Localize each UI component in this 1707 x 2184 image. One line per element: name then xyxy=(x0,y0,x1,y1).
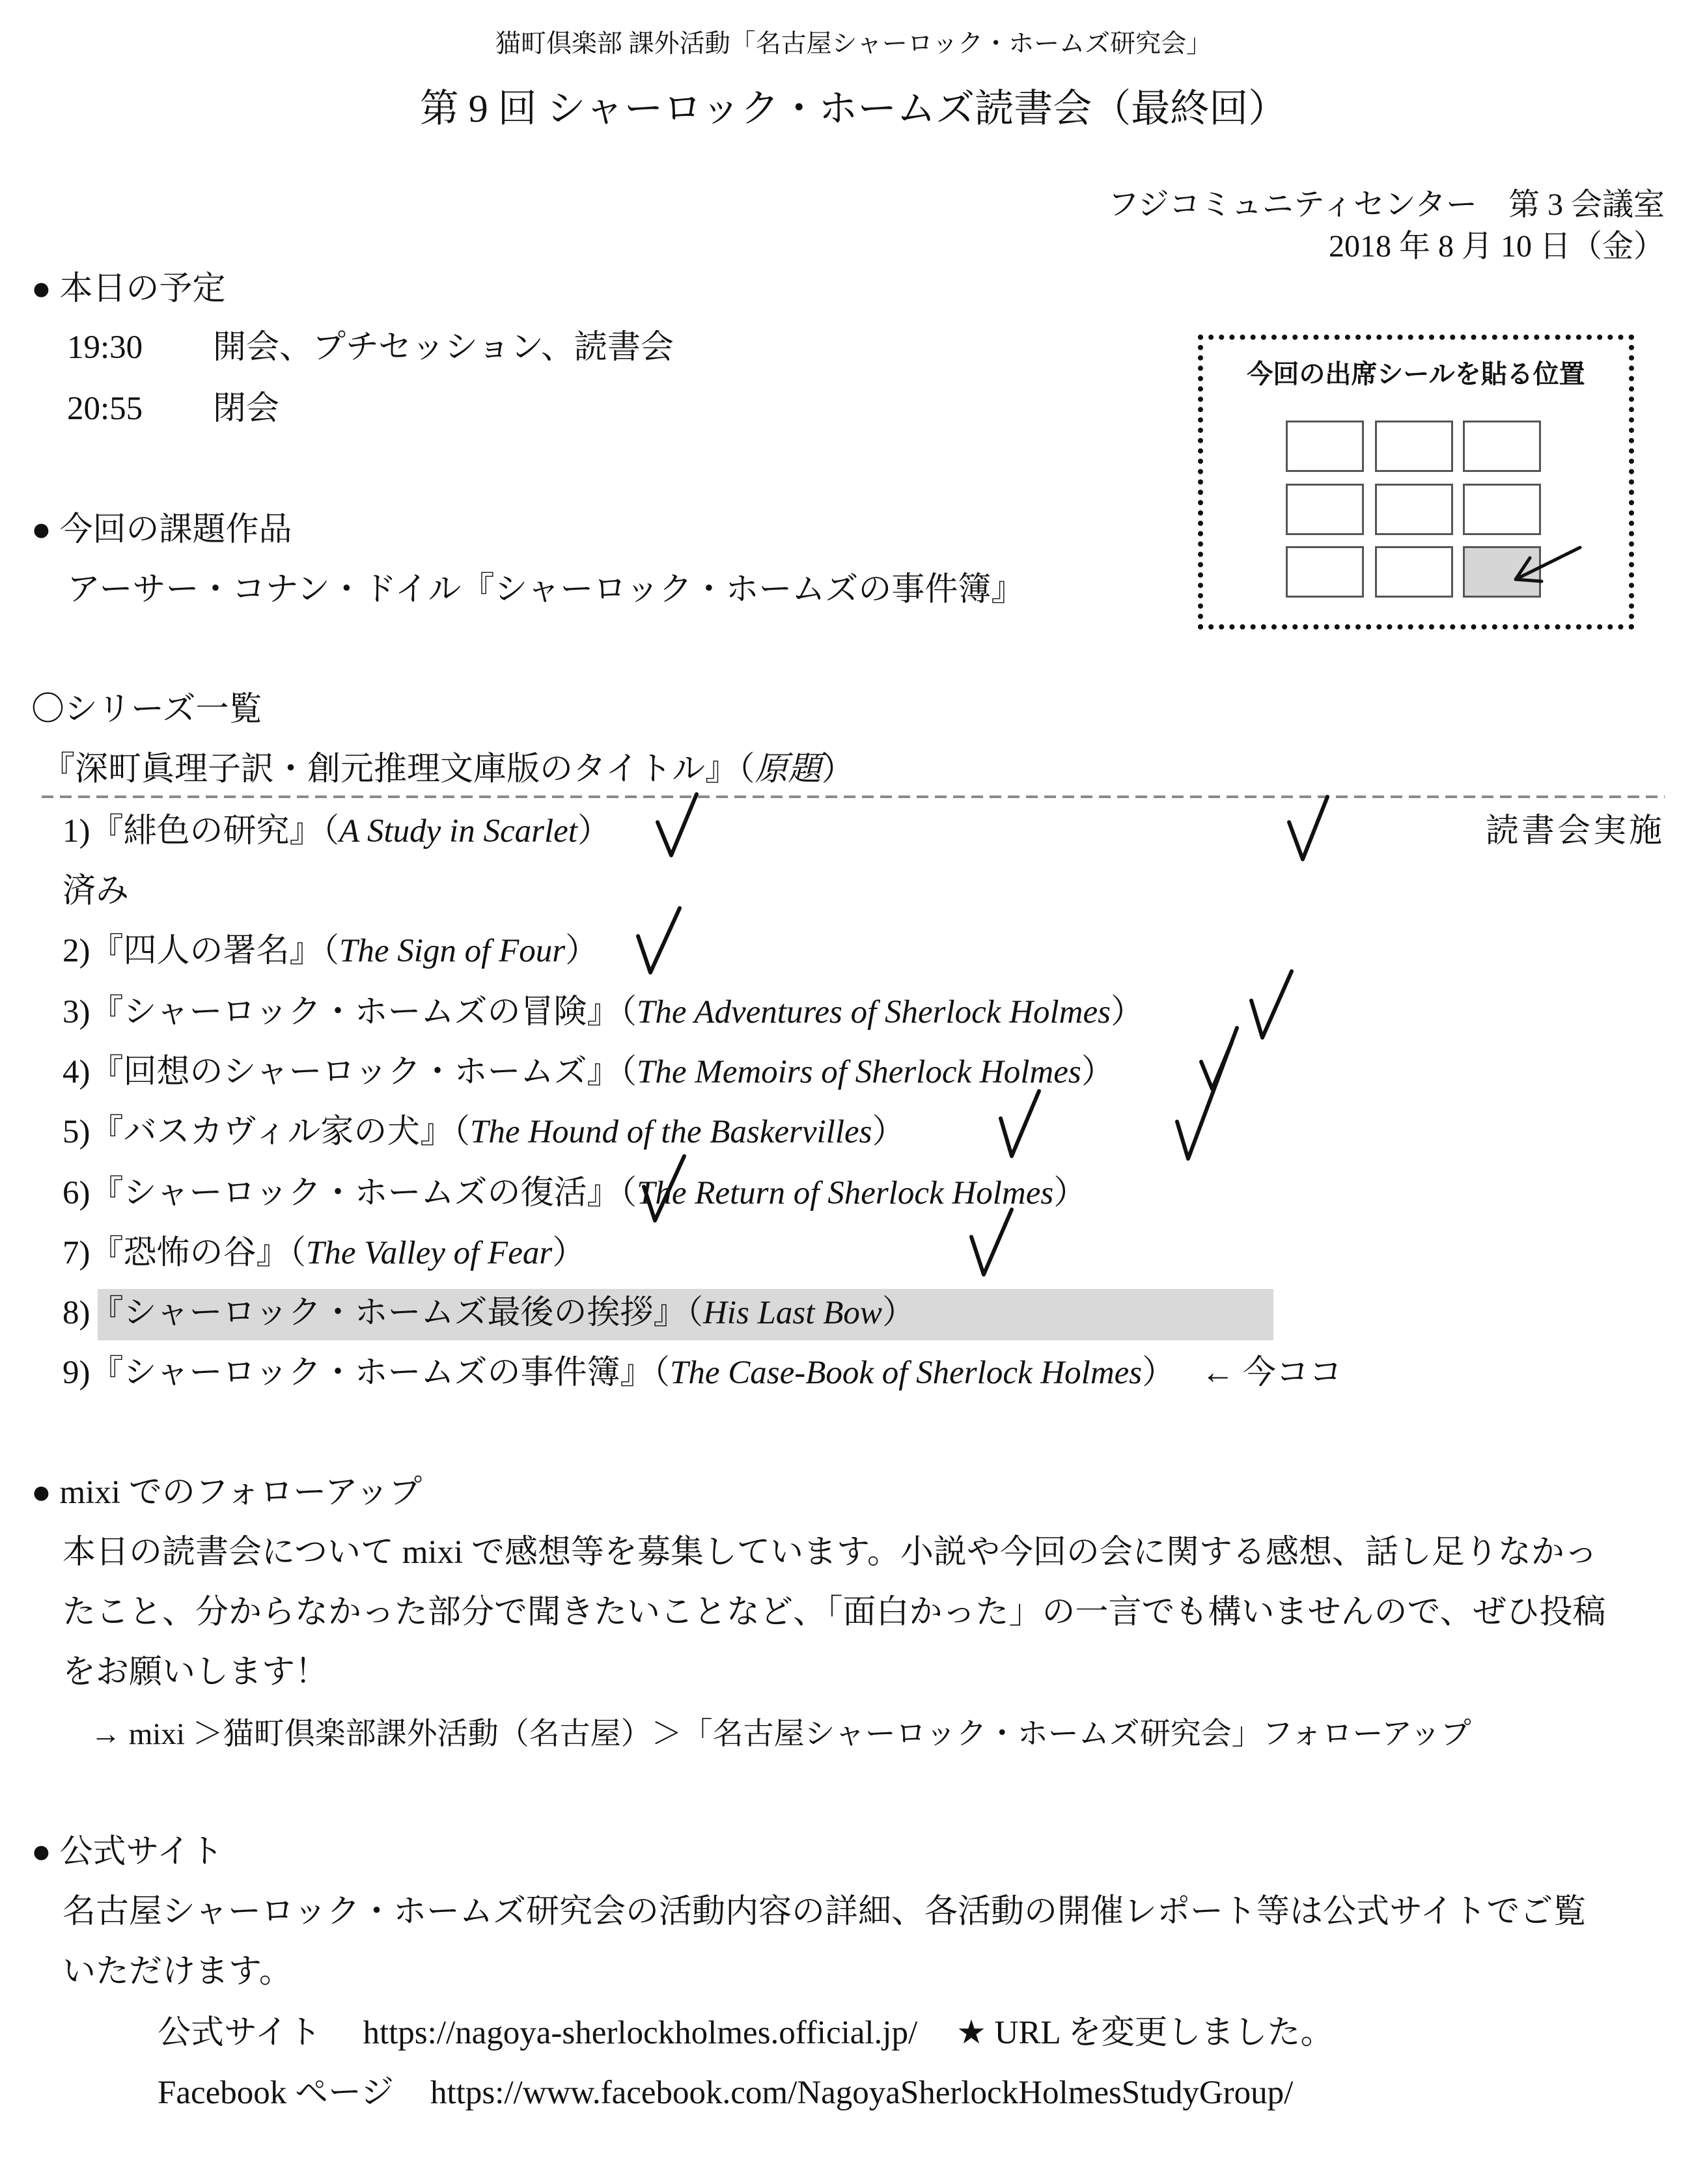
schedule-item xyxy=(67,328,674,368)
check-mark-icon xyxy=(1289,797,1327,859)
assignment-work: アーサー・コナン・ドイル『シャーロック・ホームズの事件簿』 xyxy=(67,572,1025,608)
schedule-label: 閉会 xyxy=(213,391,280,427)
sticker-slot xyxy=(1286,484,1364,535)
paren-close: ） xyxy=(1053,1175,1087,1211)
paren-open: （ xyxy=(620,1175,637,1211)
event-date: 2018 年 8 月 10 日（金） xyxy=(1328,229,1665,264)
paren-close: ） xyxy=(1142,1355,1176,1391)
paren-close: ） xyxy=(552,1235,586,1271)
check-mark-icon xyxy=(1251,971,1292,1038)
series-number: 5) xyxy=(62,1114,90,1150)
current-marker: ← 今ココ xyxy=(1201,1355,1342,1391)
column-header-prefix: 『深町眞理子訳・創元推理文庫版のタイトル』（ xyxy=(42,751,755,788)
sticker-slot-current xyxy=(1463,546,1541,598)
check-mark-icon xyxy=(1001,1091,1039,1156)
facebook-line xyxy=(158,2073,1293,2113)
series-title-ja: 『シャーロック・ホームズ最後の挨拶』 xyxy=(90,1295,687,1331)
series-row xyxy=(62,1053,1115,1092)
sticker-slot xyxy=(1375,421,1453,472)
mixi-paragraph-line: 本日の読書会について mixi で感想等を募集しています。小説や今回の会に関する感想、話し足りなかっ xyxy=(62,1534,1598,1571)
series-row xyxy=(62,1234,585,1273)
paren-open: （ xyxy=(686,1295,703,1331)
paren-close: ） xyxy=(577,813,611,850)
official-paragraph-line: 名古屋シャーロック・ホームズ研究会の活動内容の詳細、各活動の開催レポート等は公式サイトでご覧 xyxy=(62,1894,1587,1930)
mixi-path: → mixi ＞猫町倶楽部課外活動（名古屋）＞「名古屋シャーロック・ホームズ研究会」フォローアップ xyxy=(90,1717,1471,1751)
paren-close: ） xyxy=(565,933,599,969)
check-mark-icon xyxy=(658,794,697,855)
attendance-sticker-title: 今回の出席シールを貼る位置 xyxy=(1247,359,1585,389)
schedule-heading: ● 本日の予定 xyxy=(31,271,226,307)
series-row xyxy=(62,812,611,851)
sticker-slot xyxy=(1286,421,1364,472)
sticker-slot xyxy=(1463,484,1541,535)
schedule-label: 開会、プチセッション、読書会 xyxy=(213,329,674,366)
page-title: 第 9 回 シャーロック・ホームズ読書会（最終回） xyxy=(419,87,1288,130)
series-number: 8) xyxy=(62,1295,90,1331)
series-title-en: The Memoirs of Sherlock Holmes xyxy=(636,1054,1081,1090)
series-row-previous xyxy=(62,1293,915,1333)
schedule-time: 20:55 xyxy=(67,391,143,427)
column-header-original: 原題 xyxy=(755,751,822,788)
series-number: 1) xyxy=(62,813,90,850)
series-title-ja: 『四人の署名』 xyxy=(90,933,323,969)
series-title-en: The Hound of the Baskervilles xyxy=(469,1114,872,1150)
mixi-paragraph-line: たこと、分からなかった部分で聞きたいことなど、「面白かった」の一言でも構いませんので、ぜひ投稿 xyxy=(62,1594,1606,1631)
series-title-ja: 『回想のシャーロック・ホームズ』 xyxy=(90,1054,620,1090)
mixi-heading: ● mixi でのフォローアップ xyxy=(31,1474,423,1511)
schedule-item xyxy=(67,389,279,429)
series-title-en: The Return of Sherlock Holmes xyxy=(636,1175,1054,1211)
series-row xyxy=(62,993,1144,1032)
venue: フジコミュニティセンター 第 3 会議室 xyxy=(1107,187,1665,222)
series-title-en: The Sign of Four xyxy=(339,933,566,969)
series-number: 9) xyxy=(62,1355,90,1391)
official-heading: ● 公式サイト xyxy=(31,1834,223,1870)
series-title-en: The Adventures of Sherlock Holmes xyxy=(636,994,1111,1030)
series-column-header xyxy=(42,750,855,790)
paren-open: （ xyxy=(289,1235,307,1271)
paren-open: （ xyxy=(322,813,340,850)
series-number: 3) xyxy=(62,994,90,1030)
series-title-en: The Case-Book of Sherlock Holmes xyxy=(669,1355,1143,1391)
series-title-en: The Valley of Fear xyxy=(306,1235,553,1271)
sticker-slot xyxy=(1375,484,1453,535)
paren-close: ） xyxy=(872,1114,906,1150)
dashed-divider xyxy=(42,795,1665,798)
series-title-ja: 『シャーロック・ホームズの事件簿』 xyxy=(90,1355,654,1391)
series-title-ja: 『シャーロック・ホームズの復活』 xyxy=(90,1175,620,1211)
series-title-ja: 『シャーロック・ホームズの冒険』 xyxy=(90,994,620,1030)
series-row xyxy=(62,932,598,971)
official-site-line xyxy=(158,2013,1334,2053)
series-number: 7) xyxy=(62,1235,90,1271)
mixi-paragraph-line: をお願いします！ xyxy=(62,1654,329,1691)
series-row xyxy=(62,1174,1087,1213)
sticker-slot xyxy=(1286,546,1364,598)
series-row xyxy=(62,1113,906,1152)
paren-open: （ xyxy=(453,1114,470,1150)
paren-open: （ xyxy=(322,933,340,969)
check-mark-icon xyxy=(971,1209,1012,1275)
facebook-label: Facebook ページ xyxy=(158,2075,395,2111)
assignment-heading: ● 今回の課題作品 xyxy=(31,512,292,548)
sticker-slot xyxy=(1375,546,1453,598)
check-mark-icon xyxy=(1177,1028,1237,1159)
done-column-label: 読書会実施 xyxy=(1485,813,1665,850)
series-row-current xyxy=(62,1353,1342,1393)
paren-open: （ xyxy=(653,1355,670,1391)
url-change-notice: ★ URL を変更しました。 xyxy=(956,2015,1334,2051)
sticker-slot xyxy=(1463,421,1541,472)
paren-close: ） xyxy=(881,1295,915,1331)
series-title-ja: 『恐怖の谷』 xyxy=(90,1235,290,1271)
series-title-ja: 『緋色の研究』 xyxy=(90,813,323,850)
paren-close: ） xyxy=(1111,994,1145,1030)
column-header-suffix: ） xyxy=(821,751,855,788)
official-site-label: 公式サイト xyxy=(158,2015,322,2051)
series-title-en: His Last Bow xyxy=(702,1295,882,1331)
series-number: 2) xyxy=(62,933,90,969)
series-title-en: A Study in Scarlet xyxy=(339,813,577,850)
check-mark-icon xyxy=(638,908,680,973)
series-heading: 〇シリーズ一覧 xyxy=(31,691,262,728)
check-mark-icon xyxy=(1201,1042,1232,1089)
official-site-url: https://nagoya-sherlockholmes.official.jp/ xyxy=(363,2015,918,2051)
facebook-url: https://www.facebook.com/NagoyaSherlockHolmesStudyGroup/ xyxy=(430,2075,1294,2111)
done-column-label-suffix: 済み xyxy=(62,873,130,909)
organizer-subtitle: 猫町倶楽部 課外活動「名古屋シャーロック・ホームズ研究会」 xyxy=(495,30,1212,58)
paren-close: ） xyxy=(1081,1054,1115,1090)
official-paragraph-line: いただけます。 xyxy=(62,1954,292,1990)
schedule-time: 19:30 xyxy=(67,329,143,366)
paren-open: （ xyxy=(620,1054,637,1090)
series-title-ja: 『バスカヴィル家の犬』 xyxy=(90,1114,454,1150)
series-number: 4) xyxy=(62,1054,90,1090)
paren-open: （ xyxy=(620,994,637,1030)
series-number: 6) xyxy=(62,1175,90,1211)
